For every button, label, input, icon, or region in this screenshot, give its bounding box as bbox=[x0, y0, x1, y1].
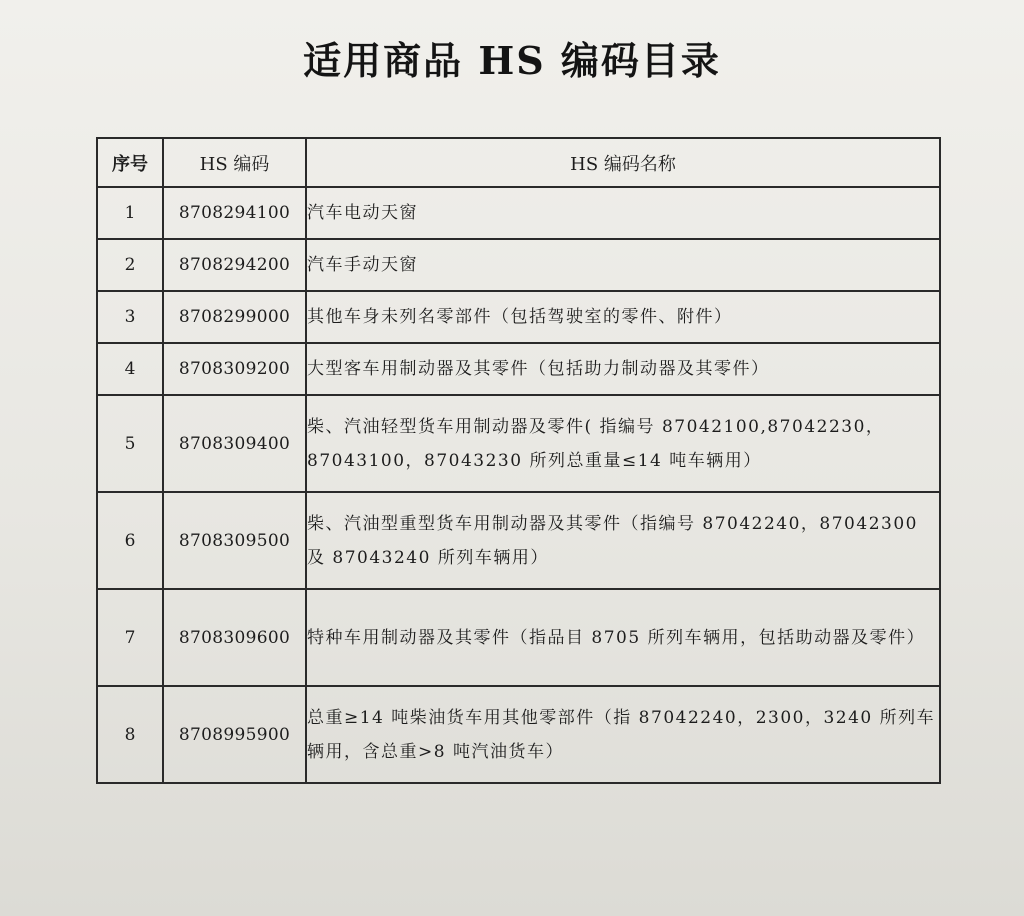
row-hs-code: 8708309600 bbox=[163, 589, 306, 686]
row-seq: 3 bbox=[97, 291, 163, 343]
row-seq: 4 bbox=[97, 343, 163, 395]
row-hs-name: 特种车用制动器及其零件（指品目 8705 所列车辆用，包括助动器及零件） bbox=[306, 589, 940, 686]
table-row bbox=[97, 239, 940, 291]
row-hs-code: 8708294100 bbox=[163, 187, 306, 239]
row-hs-code: 8708309200 bbox=[163, 343, 306, 395]
table-row bbox=[97, 343, 940, 395]
row-hs-code: 8708309400 bbox=[163, 395, 306, 492]
table-row bbox=[97, 492, 940, 589]
hs-code-table bbox=[96, 137, 941, 784]
row-seq: 6 bbox=[97, 492, 163, 589]
document-title: 适用商品 HS 编码目录 bbox=[303, 38, 721, 83]
row-seq: 7 bbox=[97, 589, 163, 686]
row-hs-name: 柴、汽油轻型货车用制动器及零件( 指编号 87042100,87042230，87043100，87043230 所列总重量≤14 吨车辆用） bbox=[306, 395, 940, 492]
table-row bbox=[97, 187, 940, 239]
row-hs-code: 8708995900 bbox=[163, 686, 306, 783]
row-hs-name: 柴、汽油型重型货车用制动器及其零件（指编号 87042240，87042300 及 87043240 所列车辆用） bbox=[306, 492, 940, 589]
row-seq: 5 bbox=[97, 395, 163, 492]
row-hs-name: 总重≥14 吨柴油货车用其他零部件（指 87042240，2300，3240 所列车辆用，含总重>8 吨汽油货车） bbox=[306, 686, 940, 783]
row-hs-name: 汽车手动天窗 bbox=[306, 239, 940, 291]
row-seq: 8 bbox=[97, 686, 163, 783]
table-row bbox=[97, 589, 940, 686]
row-seq: 1 bbox=[97, 187, 163, 239]
table-row bbox=[97, 395, 940, 492]
table-row bbox=[97, 291, 940, 343]
row-seq: 2 bbox=[97, 239, 163, 291]
row-hs-code: 8708309500 bbox=[163, 492, 306, 589]
row-hs-name: 其他车身未列名零部件（包括驾驶室的零件、附件） bbox=[306, 291, 940, 343]
header-seq: 序号 bbox=[97, 138, 163, 187]
header-hs-name: HS 编码名称 bbox=[306, 138, 940, 187]
row-hs-name: 汽车电动天窗 bbox=[306, 187, 940, 239]
table-header-row bbox=[97, 138, 940, 187]
row-hs-code: 8708299000 bbox=[163, 291, 306, 343]
row-hs-name: 大型客车用制动器及其零件（包括助力制动器及其零件） bbox=[306, 343, 940, 395]
header-hs-code: HS 编码 bbox=[163, 138, 306, 187]
table-row bbox=[97, 686, 940, 783]
row-hs-code: 8708294200 bbox=[163, 239, 306, 291]
